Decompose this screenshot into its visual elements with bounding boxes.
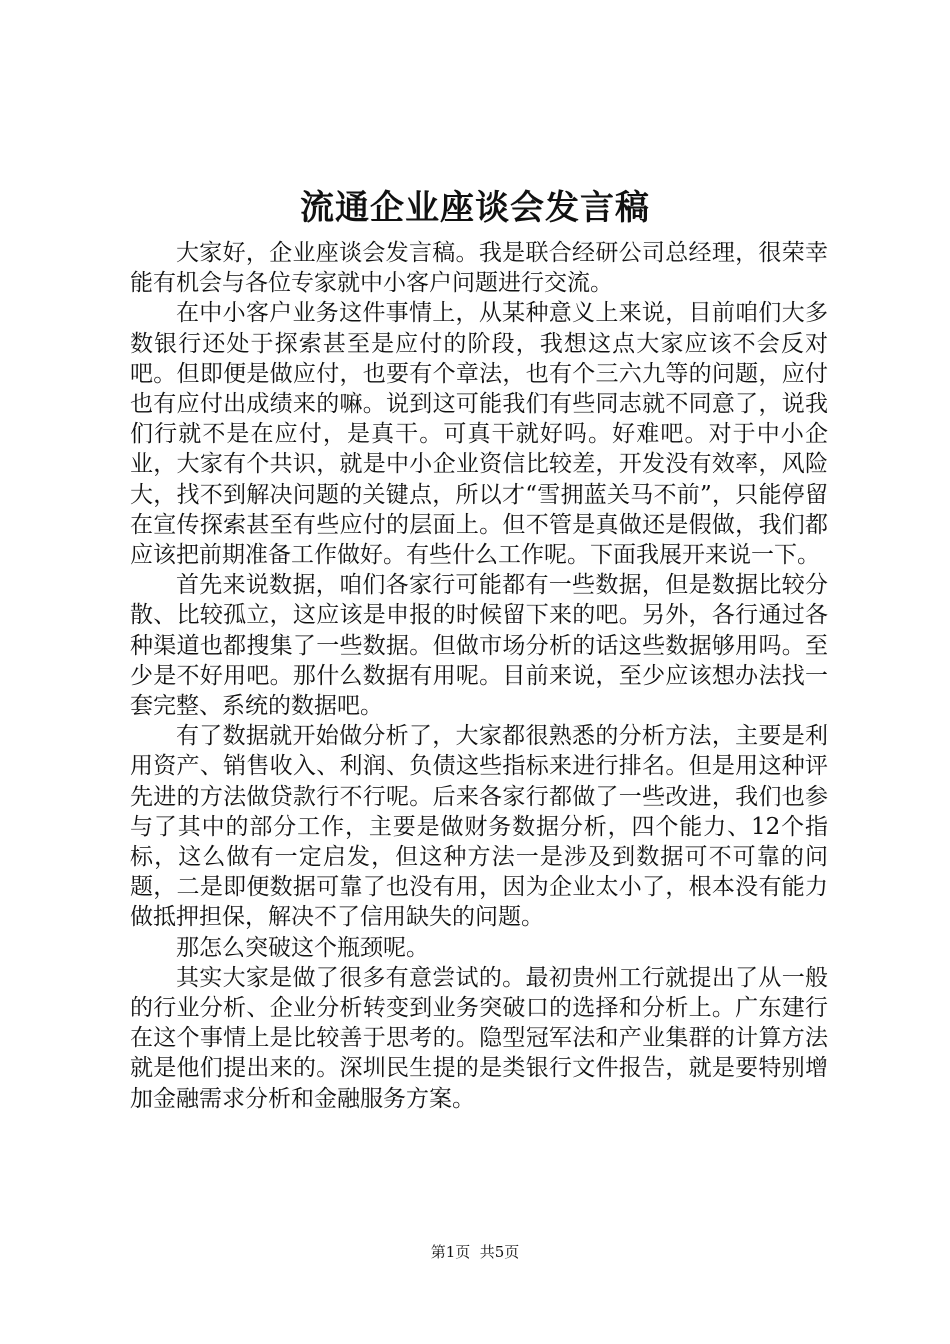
page-number-footer: 第1页 共5页 bbox=[430, 1243, 520, 1261]
paragraph-6: 其实大家是做了很多有意尝试的。最初贵州工行就提出了从一般的行业分析、企业分析转变到业务突破口的选择和分析上。广东建行在这个事情上是比较善于思考的。隐型冠军法和产业集群的计算方法就是他们提出来的。深圳民生提的是类银行文件报告，就是要特别增加金融需求分析和金融服务方案。 bbox=[130, 964, 828, 1112]
paragraph-1: 大家好，企业座谈会发言稿。我是联合经研公司总经理，很荣幸能有机会与各位专家就中小客户问题进行交流。 bbox=[130, 240, 828, 297]
paragraph-2: 在中小客户业务这件事情上，从某种意义上来说，目前咱们大多数银行还处于探索甚至是应付的阶段，我想这点大家应该不会反对吧。但即便是做应付，也要有个章法，也有个三六九等的问题，应付也有应付出成绩来的嘛。说到这可能我们有些同志就不同意了，说我们行就不是在应付，是真干。可真干就好吗。好难吧。对于中小企业，大家有个共识，就是中小企业资信比较差，开发没有效率，风险大，找不到解决问题的关键点，所以才“雪拥蓝关马不前”，只能停留在宣传探索甚至有些应付的层面上。但不管是真做还是假做，我们都应该把前期准备工作做好。有些什么工作呢。下面我展开来说一下。 bbox=[130, 300, 828, 569]
paragraph-3: 首先来说数据，咱们各家行可能都有一些数据，但是数据比较分散、比较孤立，这应该是申报的时候留下来的吧。另外，各行通过各种渠道也都搜集了一些数据。但做市场分析的话这些数据够用吗。至少是不好用吧。那什么数据有用呢。目前来说，至少应该想办法找一套完整、系统的数据吧。 bbox=[130, 572, 828, 720]
document-body bbox=[130, 238, 828, 1114]
document-title: 流通企业座谈会发言稿 bbox=[300, 188, 650, 228]
paragraph-5: 那怎么突破这个瓶颈呢。 bbox=[176, 934, 429, 961]
paragraph-4: 有了数据就开始做分析了，大家都很熟悉的分析方法，主要是利用资产、销售收入、利润、负债这些指标来进行排名。但是用这种评先进的方法做贷款行不行呢。后来各家行都做了一些改进，我们也参与了其中的部分工作，主要是做财务数据分析，四个能力、12个指标，这么做有一定启发，但这种方法一是涉及到数据可不可靠的问题，二是即便数据可靠了也没有用，因为企业太小了，根本没有能力做抵押担保，解决不了信用缺失的问题。 bbox=[130, 723, 828, 931]
